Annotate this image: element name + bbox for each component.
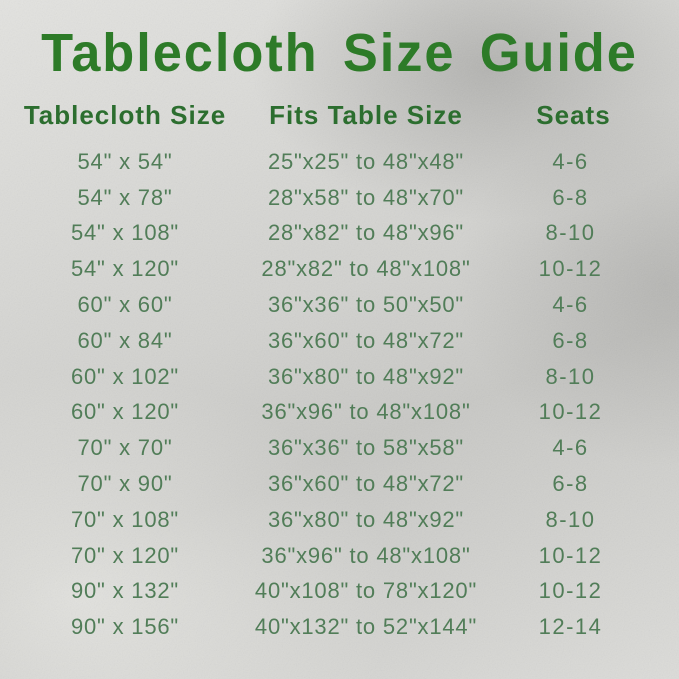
seats-cell: 4-6 bbox=[552, 292, 589, 318]
table-row bbox=[0, 466, 679, 502]
tablecloth-size-cell: 54" x 120" bbox=[70, 256, 180, 282]
seats-cell: 10-12 bbox=[538, 542, 603, 568]
table-row bbox=[0, 216, 679, 252]
table-header-row bbox=[0, 100, 679, 131]
fits-table-size-cell: 40"x132" to 52"x144" bbox=[254, 614, 478, 640]
seats-cell: 10-12 bbox=[538, 399, 603, 425]
fits-table-size-cell: 36"x96" to 48"x108" bbox=[261, 399, 471, 425]
table-row bbox=[0, 251, 679, 287]
fits-table-size-cell: 36"x80" to 48"x92" bbox=[267, 363, 465, 389]
tablecloth-size-cell: 70" x 108" bbox=[70, 506, 180, 532]
tablecloth-size-cell: 54" x 54" bbox=[77, 148, 173, 174]
seats-cell: 6-8 bbox=[552, 471, 589, 497]
column-header-tablecloth-size: Tablecloth Size bbox=[23, 100, 227, 130]
fits-table-size-cell: 28"x82" to 48"x108" bbox=[261, 256, 471, 282]
tablecloth-size-cell: 70" x 90" bbox=[77, 471, 173, 497]
tablecloth-size-cell: 70" x 120" bbox=[70, 542, 180, 568]
seats-cell: 4-6 bbox=[552, 148, 589, 174]
table-row bbox=[0, 574, 679, 610]
column-header-fits-table-size: Fits Table Size bbox=[269, 100, 463, 130]
fits-table-size-cell: 36"x96" to 48"x108" bbox=[261, 542, 471, 568]
table-row bbox=[0, 502, 679, 538]
seats-cell: 10-12 bbox=[538, 256, 603, 282]
tablecloth-size-cell: 54" x 78" bbox=[77, 184, 173, 210]
tablecloth-size-cell: 60" x 60" bbox=[77, 292, 173, 318]
seats-cell: 8-10 bbox=[545, 220, 596, 246]
tablecloth-size-cell: 60" x 102" bbox=[70, 363, 180, 389]
fits-table-size-cell: 25"x25" to 48"x48" bbox=[267, 148, 465, 174]
table-row bbox=[0, 359, 679, 395]
fits-table-size-cell: 36"x80" to 48"x92" bbox=[267, 506, 465, 532]
tablecloth-size-cell: 90" x 156" bbox=[70, 614, 180, 640]
fits-table-size-cell: 40"x108" to 78"x120" bbox=[254, 578, 478, 604]
seats-cell: 4-6 bbox=[552, 435, 589, 461]
table-row bbox=[0, 323, 679, 359]
table-row bbox=[0, 609, 679, 645]
table-body bbox=[0, 144, 679, 645]
tablecloth-size-cell: 60" x 84" bbox=[77, 327, 173, 353]
fits-table-size-cell: 36"x60" to 48"x72" bbox=[267, 471, 465, 497]
table-row bbox=[0, 287, 679, 323]
tablecloth-size-cell: 70" x 70" bbox=[77, 435, 173, 461]
tablecloth-size-cell: 60" x 120" bbox=[70, 399, 180, 425]
table-row bbox=[0, 144, 679, 180]
page-title: Tablecloth Size Guide bbox=[41, 23, 638, 83]
guide-content bbox=[0, 22, 679, 645]
table-row bbox=[0, 430, 679, 466]
table-row bbox=[0, 538, 679, 574]
fits-table-size-cell: 36"x36" to 58"x58" bbox=[267, 435, 465, 461]
seats-cell: 12-14 bbox=[538, 614, 603, 640]
tablecloth-size-cell: 54" x 108" bbox=[70, 220, 180, 246]
tablecloth-size-cell: 90" x 132" bbox=[70, 578, 180, 604]
fits-table-size-cell: 28"x58" to 48"x70" bbox=[267, 184, 465, 210]
fits-table-size-cell: 28"x82" to 48"x96" bbox=[267, 220, 465, 246]
fits-table-size-cell: 36"x60" to 48"x72" bbox=[267, 327, 465, 353]
seats-cell: 8-10 bbox=[545, 506, 596, 532]
seats-cell: 6-8 bbox=[552, 327, 589, 353]
fits-table-size-cell: 36"x36" to 50"x50" bbox=[267, 292, 465, 318]
table-row bbox=[0, 180, 679, 216]
column-header-seats: Seats bbox=[536, 100, 611, 130]
seats-cell: 8-10 bbox=[545, 363, 596, 389]
table-row bbox=[0, 395, 679, 431]
seats-cell: 6-8 bbox=[552, 184, 589, 210]
seats-cell: 10-12 bbox=[538, 578, 603, 604]
